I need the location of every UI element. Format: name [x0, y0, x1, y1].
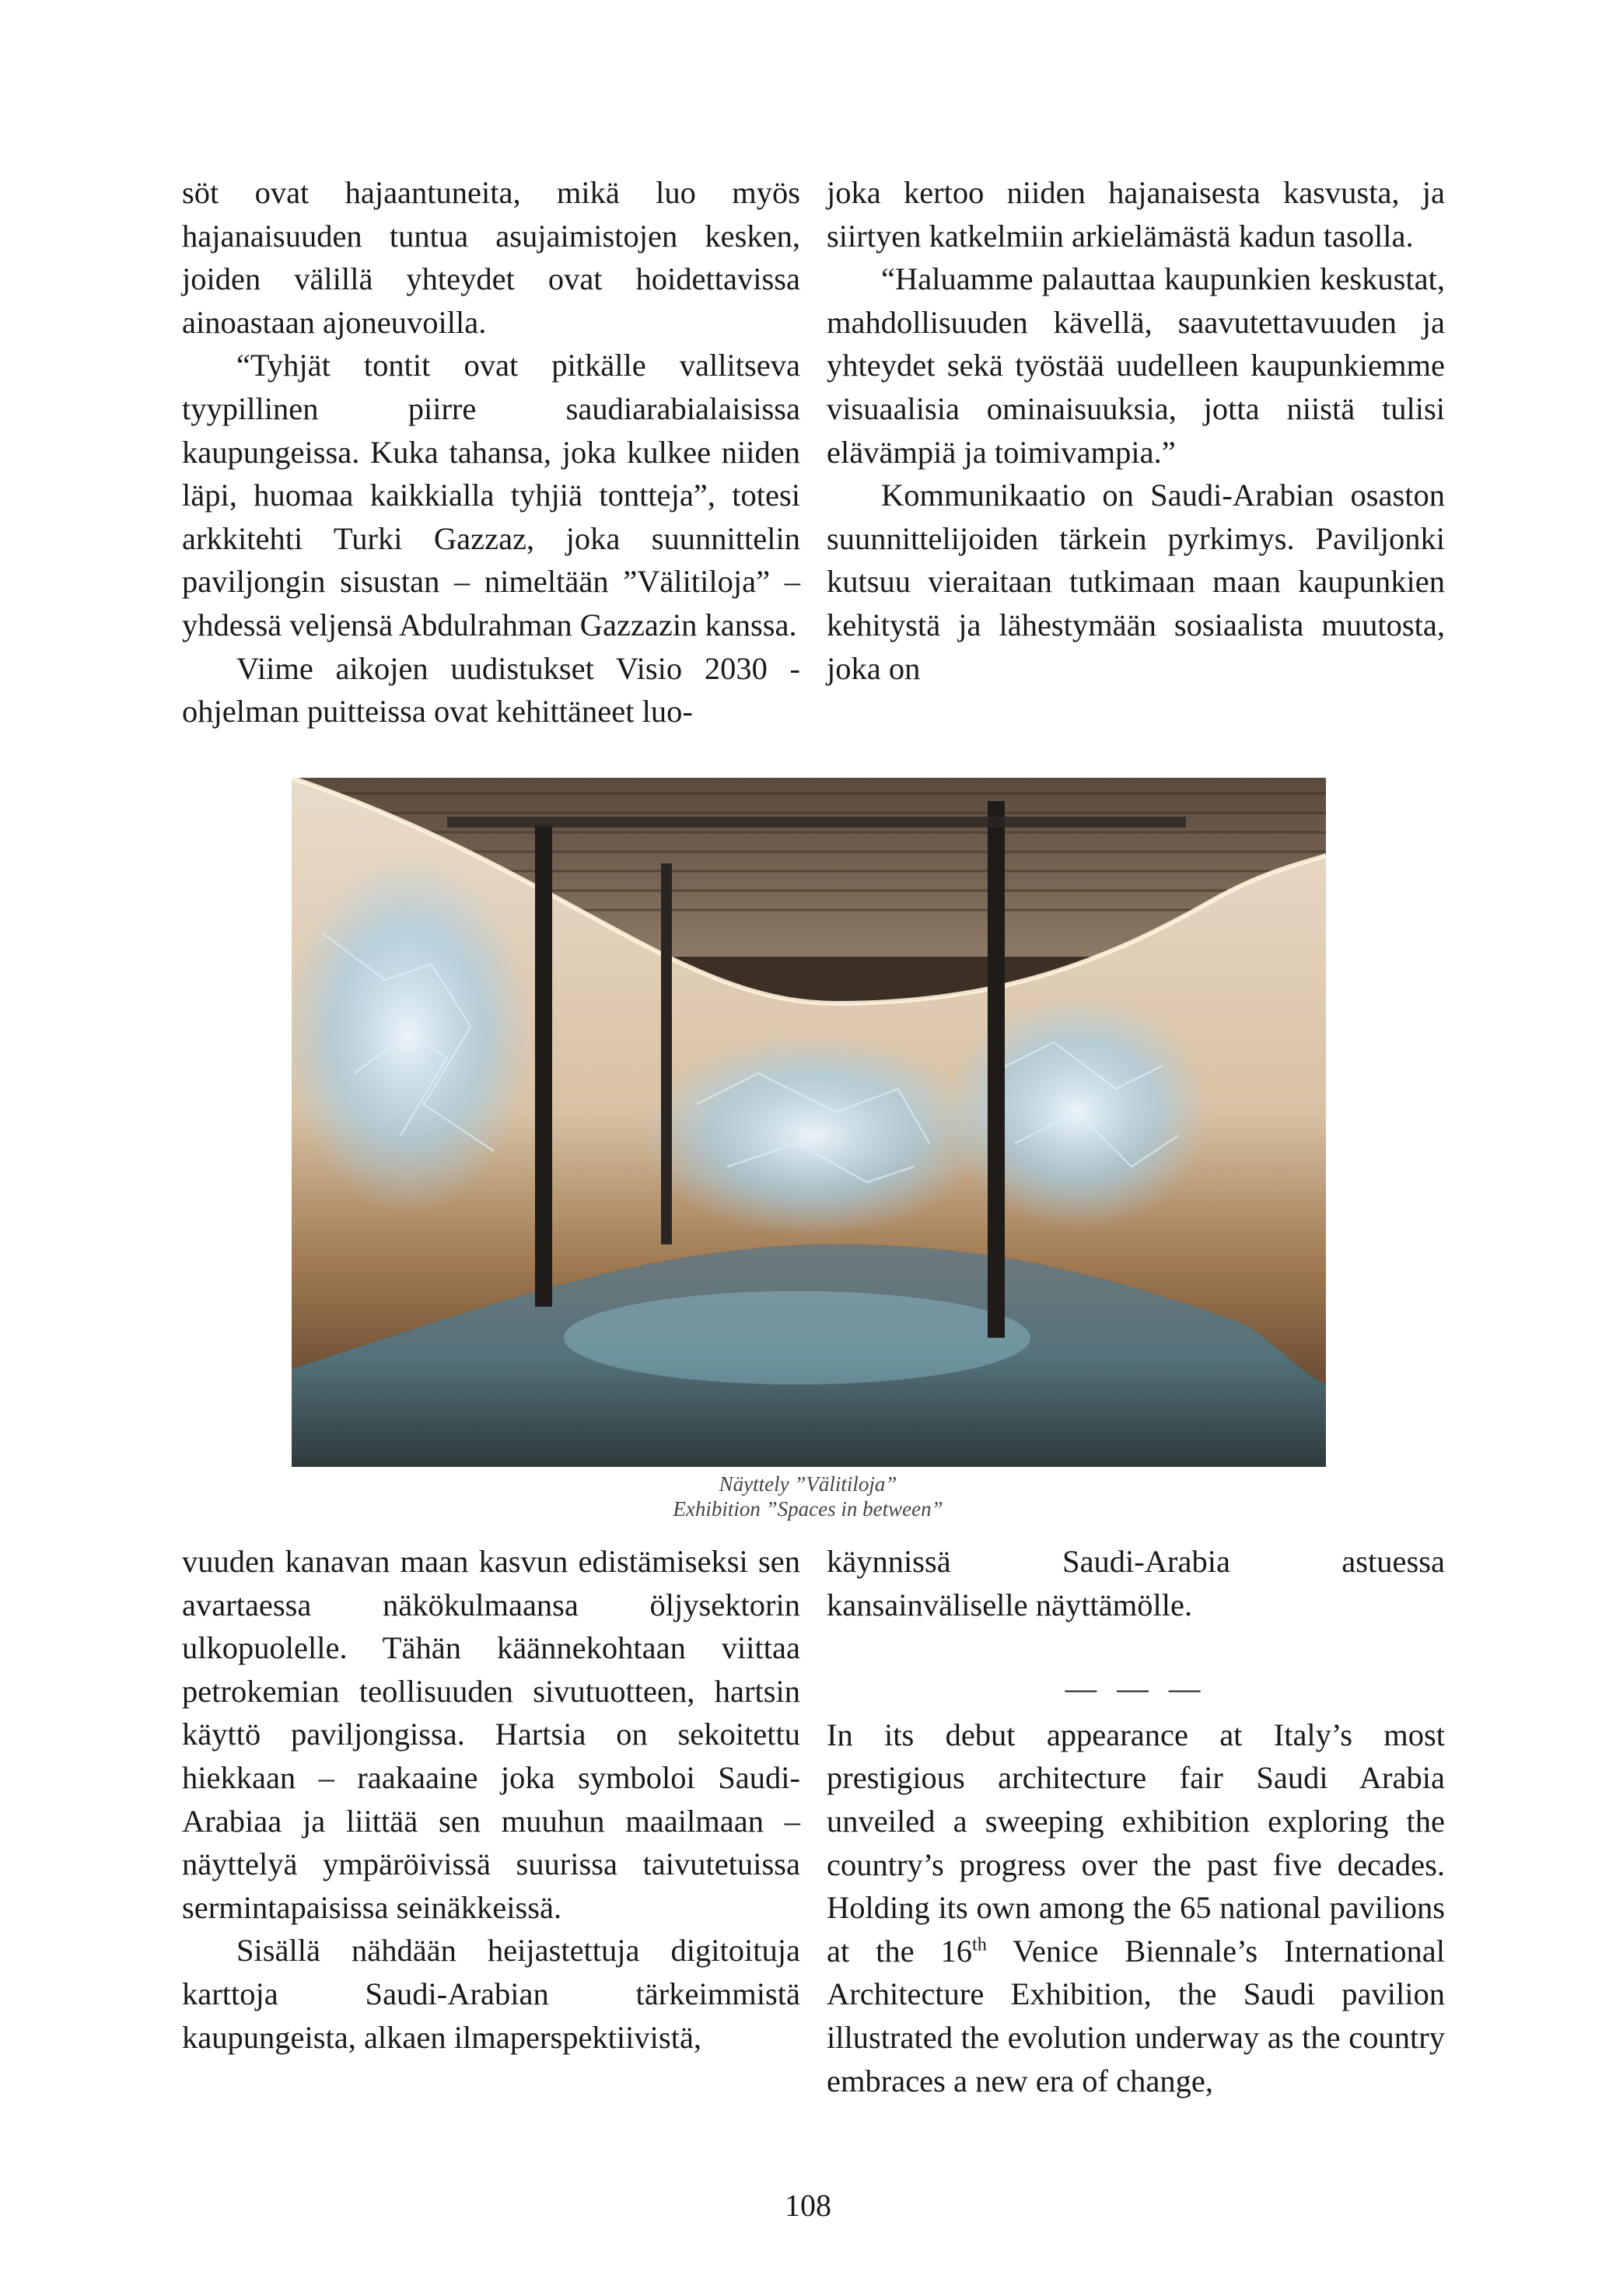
ordinal-superscript: th — [972, 1934, 987, 1955]
top-left-column — [182, 171, 800, 733]
english-paragraph — [827, 1713, 1445, 2102]
paragraph: “Haluamme palauttaa kaupunkien keskustat, mahdollisuuden kävellä, saavutettavuuden ja yhteydet sekä työstää uudelleen kaupunkiemme visuaalisia ominaisuuksia, jotta niistä tulisi elävämpiä ja toimivampia.” — [827, 261, 1445, 470]
bottom-right-column — [827, 1540, 1445, 2102]
photo-caption-finnish: Näyttely ”Välitiloja” — [719, 1472, 897, 1496]
paragraph: joka kertoo niiden hajanaisesta kasvusta, ja siirtyen katkelmiin arkielämästä kadun tasolla. — [827, 175, 1445, 254]
paragraph: Sisällä nähdään heijastettuja digitoituja karttoja Saudi-Arabian tärkeimmistä kaupungeista, alkaen ilmaperspektiivistä, — [182, 1933, 800, 2055]
photo-caption-english: Exhibition ”Spaces in between” — [673, 1497, 943, 1521]
paragraph: Viime aikojen uudistukset Visio 2030 -ohjelman puitteissa ovat kehittäneet luo- — [182, 650, 800, 730]
bottom-left-column — [182, 1540, 800, 2059]
top-right-column — [827, 171, 1445, 690]
paragraph: söt ovat hajaantuneita, mikä luo myös hajanaisuuden tuntua asujaimistojen kesken, joiden välillä yhteydet ovat hoidettavissa ainoastaan ajoneuvoilla. — [182, 175, 800, 340]
paragraph: “Tyhjät tontit ovat pitkälle vallitseva tyypillinen piirre saudiarabialaisissa kaupungeissa. Kuka tahansa, joka kulkee niiden läpi, huomaa kaikkialla tyhjiä tontteja”, totesi arkkitehti Turki Gazzaz, joka suunnittelin paviljongin sisustan – nimeltään ”Välitiloja” – yhdessä veljensä Abdulrahman Gazzazin kanssa. — [182, 348, 800, 642]
english-text: Venice Biennale’s International Architecture Exhibition, the Saudi pavilion illustrated the evolution underway as the country embraces a new era of change, — [827, 1933, 1445, 2098]
page-number: 108 — [785, 2188, 831, 2223]
paragraph: käynnissä Saudi-Arabia astuessa kansainväliselle näyttämölle. — [827, 1544, 1445, 1622]
exhibition-photo — [292, 778, 1326, 1467]
paragraph: vuuden kanavan maan kasvun edistämiseksi sen avartaessa näkökulmaansa öljysektorin ulkopuolelle. Tähän käännekohtaan viittaa petrokemian teollisuuden sivutuotteen, hartsin käyttö paviljongissa. Hartsia on sekoitettu hiekkaan – raakaaine joka symboloi Saudi-Arabiaa ja liittää sen muuhun maailmaan – näyttelyä ympäröivissä suurissa taivutetuissa sermintapaisissa seinäkkeissä. — [182, 1544, 800, 1925]
section-separator: — — — — [1065, 1671, 1207, 1706]
paragraph: Kommunikaatio on Saudi-Arabian osaston suunnittelijoiden tärkein pyrkimys. Paviljonki kutsuu vieraitaan tutkimaan maan kaupunkien kehitystä ja lähestymään sosiaalista muutosta, joka on — [827, 478, 1445, 686]
english-text: In its debut appearance at Italy’s most prestigious architecture fair Saudi Arabia unveiled a sweeping exhibition exploring the country’s progress over the past five decades. Holding its own among the 65 national pavilions at the 16 — [827, 1717, 1445, 1969]
